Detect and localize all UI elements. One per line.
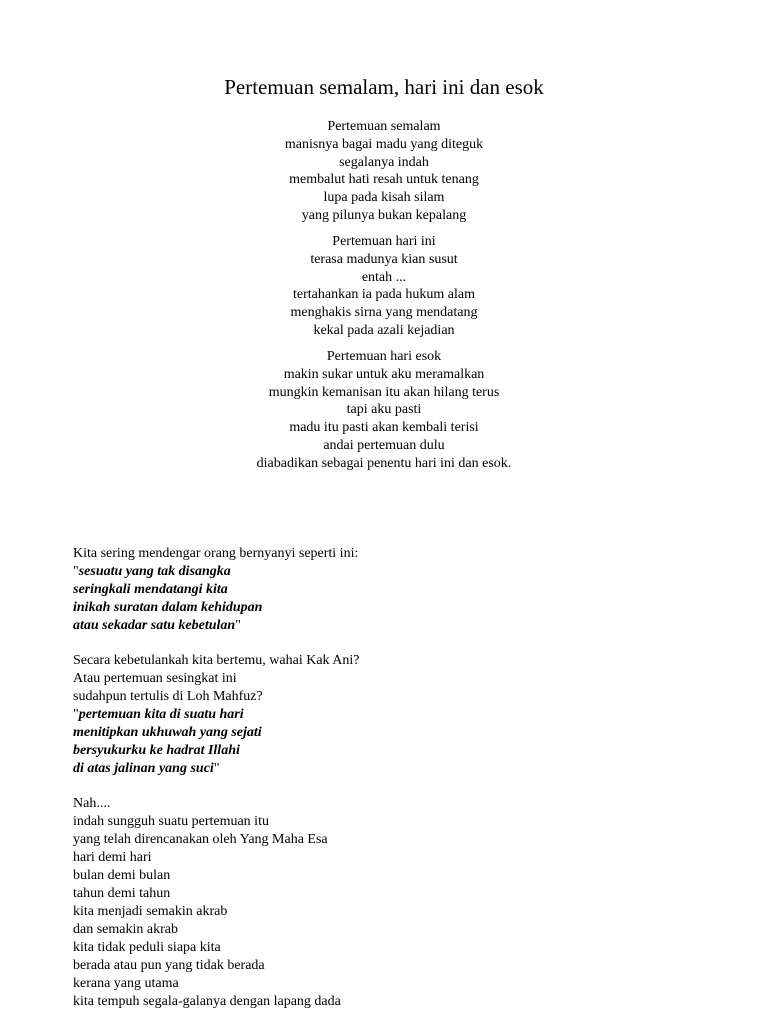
- prose-line: Secara kebetulankah kita bertemu, wahai Kak Ani?: [73, 653, 360, 668]
- document-title: Pertemuan semalam, hari ini dan esok: [224, 75, 544, 99]
- poem-stanza-1: [0, 118, 768, 225]
- song-quote-text: menitipkan ukhuwah yang sejati: [73, 725, 262, 740]
- poem-line: tapi aku pasti: [346, 402, 422, 418]
- poem-line: membalut hati resah untuk tenang: [289, 172, 479, 188]
- prose-line: Atau pertemuan sesingkat ini: [73, 671, 237, 686]
- poem-stanza-3: [0, 348, 768, 473]
- poem-line: andai pertemuan dulu: [323, 437, 445, 453]
- poem-line: diabadikan sebagai penentu hari ini dan esok.: [256, 455, 512, 471]
- prose-line: berada atau pun yang tidak berada: [73, 958, 265, 973]
- open-quote: ": [73, 707, 79, 722]
- open-quote: ": [73, 564, 79, 579]
- close-quote: ": [235, 618, 241, 633]
- prose-line: tahun demi tahun: [73, 886, 171, 901]
- poem-line: madu itu pasti akan kembali terisi: [289, 420, 479, 436]
- song-quote-text: pertemuan kita di suatu hari: [78, 707, 244, 722]
- poem-line: yang pilunya bukan kepalang: [301, 207, 467, 223]
- quote-line: [73, 563, 713, 581]
- poem-line: Pertemuan hari ini: [332, 234, 436, 249]
- poem-line: Pertemuan semalam: [327, 119, 441, 134]
- quote-line: [73, 760, 713, 778]
- song-quote-text: seringkali mendatangi kita: [73, 582, 228, 597]
- prose-line: Nah....: [73, 796, 111, 811]
- prose-line: yang telah direncanakan oleh Yang Maha Esa: [73, 832, 328, 847]
- song-quote-text: bersyukurku ke hadrat Illahi: [73, 743, 240, 758]
- quote-line: [73, 617, 713, 635]
- prose-line: kita tidak peduli siapa kita: [73, 940, 221, 955]
- poem-line: manisnya bagai madu yang diteguk: [284, 136, 484, 152]
- close-quote: ": [213, 761, 220, 776]
- poem-stanza-2: [0, 233, 768, 340]
- prose-block-1: [73, 545, 713, 635]
- poem-line: mungkin kemanisan itu akan hilang terus: [268, 384, 500, 400]
- prose-block-3: [73, 795, 713, 1011]
- poem-line: makin sukar untuk aku meramalkan: [283, 366, 485, 382]
- prose-line: Kita sering mendengar orang bernyanyi seperti ini:: [73, 546, 359, 561]
- poem-line: terasa madunya kian susut: [310, 251, 458, 267]
- poem-line: entah ...: [361, 269, 407, 285]
- song-quote-text: inikah suratan dalam kehidupan: [73, 600, 263, 615]
- prose-line: indah sungguh suatu pertemuan itu: [73, 814, 269, 829]
- song-quote-text: atau sekadar satu kebetulan: [73, 618, 236, 633]
- quote-line: [73, 706, 713, 724]
- prose-line: kita menjadi semakin akrab: [73, 904, 228, 919]
- poem-line: lupa pada kisah silam: [323, 190, 445, 206]
- prose-line: sudahpun tertulis di Loh Mahfuz?: [73, 689, 263, 704]
- prose-line: bulan demi bulan: [73, 868, 171, 883]
- prose-line: kita tempuh segala-galanya dengan lapang dada: [73, 994, 341, 1009]
- poem-line: menghakis sirna yang mendatang: [290, 305, 478, 321]
- prose-line: hari demi hari: [73, 850, 152, 865]
- poem-line: tertahankan ia pada hukum alam: [293, 287, 475, 303]
- poem-line: Pertemuan hari esok: [326, 349, 442, 364]
- song-quote-text: sesuatu yang tak disangka: [78, 564, 231, 579]
- poem-line: segalanya indah: [339, 154, 429, 170]
- prose-line: kerana yang utama: [73, 976, 179, 991]
- poem-line: kekal pada azali kejadian: [313, 322, 455, 338]
- prose-block-2: [73, 652, 713, 778]
- song-quote-text: di atas jalinan yang suci: [73, 761, 214, 776]
- prose-line: dan semakin akrab: [73, 922, 178, 937]
